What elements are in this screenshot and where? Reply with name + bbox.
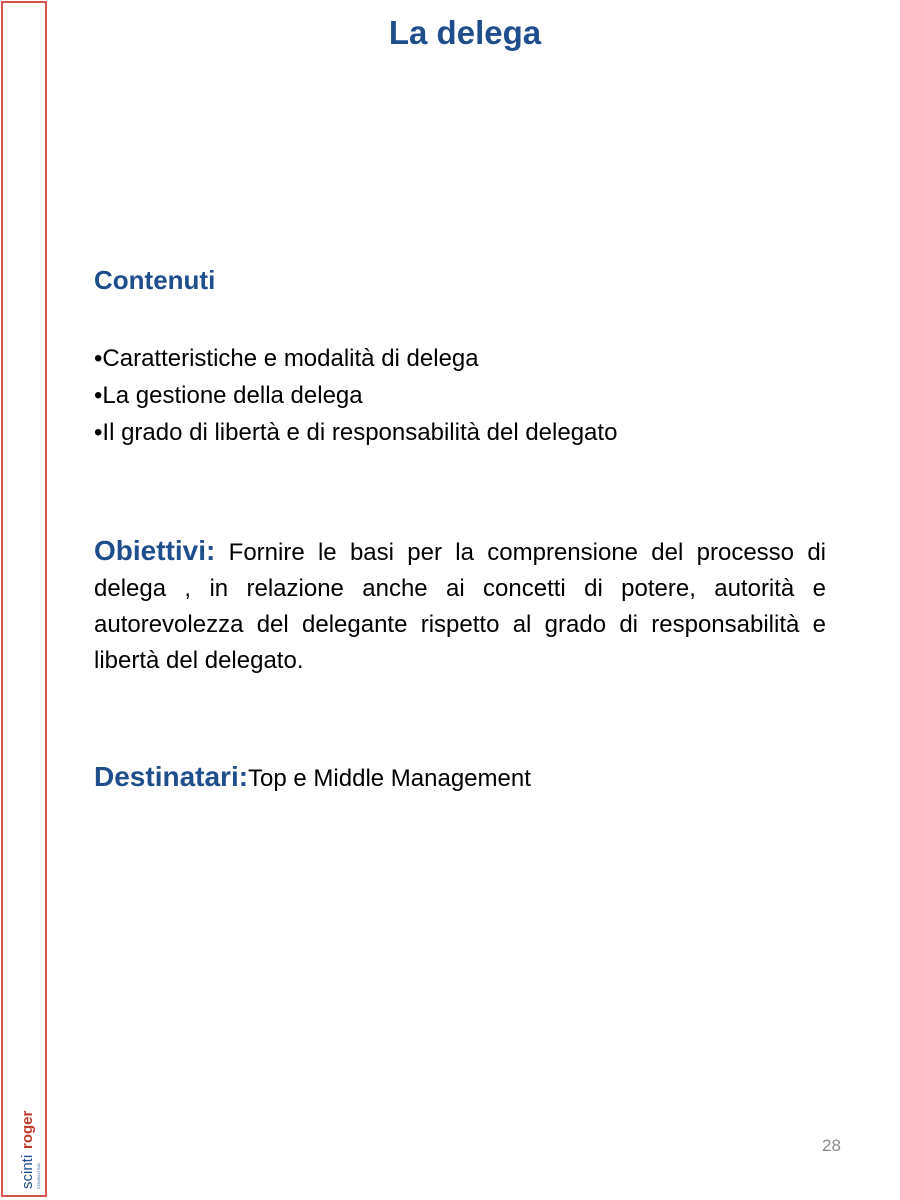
list-item [94, 340, 826, 377]
objectives-text: Fornire le basi per la comprensione del processo di delega , in relazione anche ai concetti di potere, autorità e autorevolezza del delegante rispetto al grado di responsabilità e libertà del delegato. [94, 539, 827, 674]
list-item-text: La gestione della delega [102, 382, 363, 409]
contents-heading: Contenuti [94, 265, 216, 295]
contents-list [94, 340, 826, 451]
list-item [94, 377, 826, 414]
recipients-text: Top e Middle Management [248, 765, 531, 792]
side-border-frame [1, 1, 47, 1197]
list-item-text: Il grado di libertà e di responsabilità del delegato [102, 419, 618, 446]
logo-text-roger: roger [19, 1110, 36, 1149]
logo-text-scinti: scinti [19, 1154, 36, 1189]
scintiroger-logo [12, 1095, 42, 1190]
page-title: La delega [388, 14, 542, 51]
slide-content [94, 265, 826, 817]
recipients-label: Destinatari: [94, 761, 249, 792]
list-item-text: Caratteristiche e modalità di delega [102, 345, 479, 372]
logo-tagline: CONSULTING [36, 1163, 41, 1189]
objectives-paragraph [94, 533, 826, 679]
objectives-label: Obiettivi: [94, 535, 216, 566]
recipients-paragraph [94, 761, 826, 793]
list-item [94, 414, 826, 451]
page-number: 28 [822, 1136, 841, 1155]
